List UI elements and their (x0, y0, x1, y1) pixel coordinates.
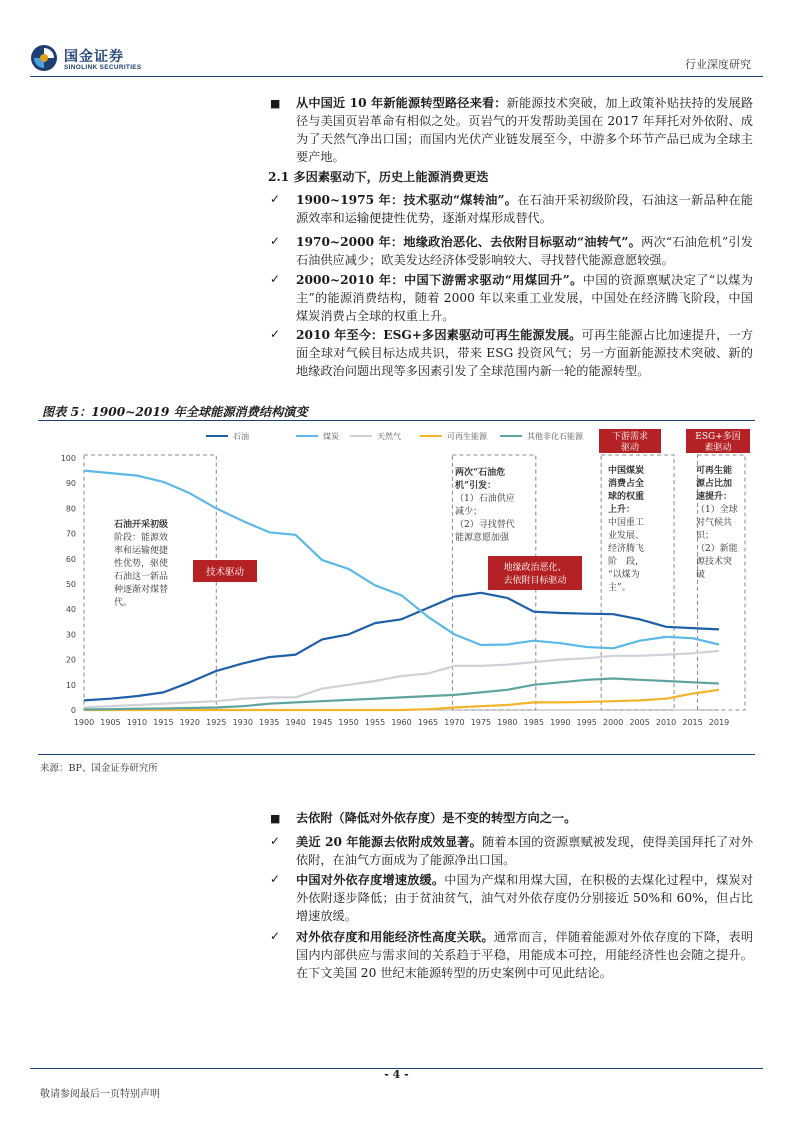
x-tick-label: 2000 (602, 718, 624, 727)
stage-paragraph (296, 191, 753, 227)
dep-text: 随着本国的资源禀赋被发现，使得美国拜托了对外依附，在油气方面成为了能源净出口国。 (296, 835, 754, 867)
page-number: - 4 - (384, 1068, 409, 1081)
annotation-3-line: 阶 段， (608, 557, 645, 567)
figure-title: 图表 5：1900~2019 年全球能源消费结构演变 (42, 405, 308, 419)
tag-3-label: 驱动 (620, 443, 640, 453)
annotation-4-line: （1）全球 (696, 505, 738, 515)
y-tick-label: 0 (70, 706, 76, 715)
annotation-2-line: （2）寻找替代 (455, 520, 515, 530)
dep-lead: 中国对外依存度增速放缓。 (296, 873, 445, 887)
energy-mix-chart (38, 423, 755, 733)
check-bullet-icon: ✓ (270, 192, 281, 206)
x-tick-label: 1940 (285, 718, 306, 727)
section-title: 2.1 多因素驱动下，历史上能源消费更迭 (268, 170, 489, 184)
x-tick-label: 2005 (629, 718, 650, 727)
dep-paragraph (296, 871, 753, 925)
annotation-3-line: 经济腾飞 (608, 544, 645, 554)
page-header (0, 0, 793, 80)
tag-1-label: 技术驱动 (205, 567, 245, 578)
dep-paragraph (296, 833, 753, 869)
check-bullet-icon: ✓ (270, 272, 281, 286)
legend-label: 其他非化石能源 (527, 432, 583, 441)
stage-text: 可再生能源占比加速提升，一方面全球对气候目标达成共识，带来 ESG 投资风气；另一方面新能源技术突破、新的地缘政治问题出现等多因素引发了全球范围内新一轮的能源转型。 (296, 328, 754, 378)
header-divider (30, 76, 763, 77)
tag-4-label: 素驱动 (704, 443, 732, 453)
x-tick-label: 1900 (73, 718, 95, 727)
stage-paragraph (296, 233, 753, 269)
stage-paragraph (296, 326, 753, 380)
dep-text: 中国为产煤和用煤大国，在积极的去煤化过程中，煤炭对外依附逐步降低；由于贫油贫气，油气对外依存度仍分别接近 50%和 60%，但占比增速放缓。 (296, 873, 754, 923)
x-tick-label: 1945 (311, 718, 333, 727)
x-tick-label: 1975 (470, 718, 492, 727)
x-tick-label: 1950 (338, 718, 359, 727)
dep-head-paragraph (296, 809, 753, 827)
annotation-4-line: 对气候共 (696, 518, 733, 528)
annotation-1-line: 石油开采初级 (114, 520, 169, 530)
tag-2-label: 地缘政治恶化、 (503, 563, 567, 573)
x-tick-label: 1910 (126, 718, 148, 727)
y-tick-label: 20 (65, 655, 76, 665)
annotation-1-line: 阶段：能源效 (114, 533, 169, 543)
tag-4-label: ESG+多因 (695, 432, 741, 442)
y-tick-label: 70 (65, 529, 76, 539)
x-tick-label: 1955 (364, 718, 386, 727)
x-tick-label: 1960 (391, 718, 412, 727)
y-tick-label: 50 (65, 580, 76, 589)
source-divider (38, 754, 755, 755)
x-tick-label: 1970 (444, 718, 465, 727)
annotation-4-line: 速提升： (696, 492, 733, 502)
series-line-其他非化石能源 (84, 679, 719, 710)
square-bullet-icon: ■ (270, 812, 281, 825)
tag-3-label: 下游需求 (611, 432, 649, 442)
y-tick-label: 40 (65, 605, 76, 615)
legend-label: 天然气 (377, 432, 401, 441)
x-tick-label: 1935 (259, 718, 280, 727)
figure-title-bar (38, 401, 755, 421)
x-tick-label: 1980 (497, 718, 518, 727)
annotation-2-line: 能源意愿加强 (455, 533, 510, 543)
x-tick-label: 1920 (179, 718, 201, 727)
intro-paragraph (296, 94, 753, 166)
report-type: 行业深度研究 (685, 58, 751, 71)
series-line-可再生能源 (84, 690, 719, 710)
dep-text: 通常而言，伴随着能源对外依存度的下降，表明国内内部供应与需求间的关系趋于平稳，用能成本可控，用能经济性也会随之提升。在下文美国 20 世纪末能源转型的历史案例中可见此结论。 (296, 930, 754, 980)
annotation-1-line: 种逐渐对煤替 (114, 585, 169, 595)
energy-mix-chart-svg (38, 423, 755, 733)
dep-paragraph (296, 928, 753, 982)
y-tick-label: 100 (60, 454, 76, 463)
annotation-4-line: （2）新能 (696, 544, 738, 554)
annotation-2-line: 两次“石油危 (455, 468, 506, 478)
annotation-1-line: 率和运输便捷 (114, 546, 169, 556)
annotation-3-line: 主”。 (608, 583, 631, 593)
annotation-2-line: （1）石油供应 (455, 494, 515, 504)
stage-paragraph (296, 271, 753, 325)
y-tick-label: 80 (65, 504, 76, 514)
check-bullet-icon: ✓ (270, 834, 281, 848)
intro-lead: 从中国近 10 年新能源转型路径来看： (296, 96, 507, 110)
series-line-石油 (84, 593, 719, 701)
annotation-3-line: 中国重工 (608, 518, 645, 528)
annotation-3-line: 业发展、 (608, 531, 645, 541)
sinolink-logo (30, 44, 150, 76)
x-tick-label: 2019 (708, 718, 730, 727)
annotation-4-line: 源技术突 (696, 557, 733, 567)
legend-label: 石油 (233, 432, 249, 441)
dep-lead: 对外依存度和用能经济性高度关联。 (296, 930, 494, 944)
annotation-3-line: 上升： (608, 505, 636, 515)
stage-text: 中国的资源禀赋决定了“以煤为主”的能源消费结构，随着 2000 年以来重工业发展，中国处在经济腾飞阶段，中国煤炭消费占全球的权重上升。 (296, 273, 753, 323)
figure-source: 来源：BP、国金证券研究所 (40, 763, 158, 774)
annotation-4-line: 识； (696, 531, 715, 541)
annotation-3-line: 球的权重 (608, 492, 645, 502)
y-tick-label: 90 (65, 479, 76, 489)
x-tick-label: 1905 (100, 718, 121, 727)
check-bullet-icon: ✓ (270, 929, 281, 943)
annotation-4-line: 可再生能 (696, 466, 733, 476)
legend-label: 可再生能源 (447, 432, 487, 441)
x-tick-label: 1930 (232, 718, 253, 727)
y-tick-label: 60 (65, 554, 76, 564)
x-tick-label: 1990 (550, 718, 571, 727)
x-tick-label: 1915 (153, 718, 174, 727)
square-bullet-icon: ■ (270, 97, 281, 110)
annotation-2-line: 减少； (455, 507, 483, 517)
x-tick-label: 1995 (576, 718, 597, 727)
check-bullet-icon: ✓ (270, 327, 281, 341)
x-tick-label: 2010 (655, 718, 677, 727)
annotation-3-line: “以煤为 (608, 570, 640, 580)
annotation-4-line: 破 (696, 570, 706, 580)
annotation-3-line: 消费占全 (608, 479, 645, 489)
stage-text: 在石油开采初级阶段，石油这一新品种在能源效率和运输便捷性优势，逐渐对煤形成替代。 (296, 193, 753, 225)
y-tick-label: 30 (65, 630, 76, 640)
x-tick-label: 1985 (523, 718, 544, 727)
dep-head: 去依附（降低对外依存度）是不变的转型方向之一。 (296, 811, 577, 825)
stage-lead: 2000~2010 年：中国下游需求驱动“用煤回升”。 (296, 273, 583, 287)
logo-english-name: SINOLINK SECURITIES (64, 64, 142, 71)
annotation-4-line: 源占比加 (696, 479, 733, 489)
sinolink-logo-icon (30, 44, 58, 72)
x-tick-label: 2015 (682, 718, 703, 727)
x-tick-label: 1925 (206, 718, 227, 727)
x-tick-label: 1965 (417, 718, 439, 727)
annotation-1-line: 代。 (114, 598, 133, 608)
dep-lead: 美近 20 年能源去依附成效显著。 (296, 835, 482, 849)
period-box-1900-1925 (84, 455, 216, 710)
annotation-1-line: 石油这一新品 (114, 572, 169, 582)
annotation-3-line: 中国煤炭 (608, 466, 645, 476)
tag-2-label: 去依附目标驱动 (503, 576, 567, 586)
check-bullet-icon: ✓ (270, 234, 281, 248)
annotation-1-line: 性优势，驱使 (114, 559, 169, 569)
stage-lead: 1900~1975 年：技术驱动“煤转油”。 (296, 193, 518, 207)
stage-lead: 2010 年至今：ESG+多因素驱动可再生能源发展。 (296, 328, 582, 342)
footer-note: 敬请参阅最后一页特别声明 (40, 1089, 160, 1100)
legend-label: 煤炭 (323, 432, 339, 441)
check-bullet-icon: ✓ (270, 872, 281, 886)
stage-lead: 1970~2000 年：地缘政治恶化、去依附目标驱动“油转气”。 (296, 235, 642, 249)
logo-chinese-name: 国金证券 (64, 49, 124, 65)
intro-text: 新能源技术突破，加上政策补贴扶持的发展路径与美国页岩革命有相似之处。页岩气的开发帮助美国在 2017 年拜托对外依附、成为了天然气净出口国；而国内光伏产业链发展至今，中游多个环节产品已成为全球主要产地。 (296, 96, 754, 164)
y-tick-label: 10 (65, 680, 76, 690)
annotation-2-line: 机”引发： (455, 481, 497, 491)
stage-text: 两次“石油危机”引发石油供应减少；欧美发达经济体受影响较大、寻找替代能源意愿较强。 (296, 235, 753, 267)
